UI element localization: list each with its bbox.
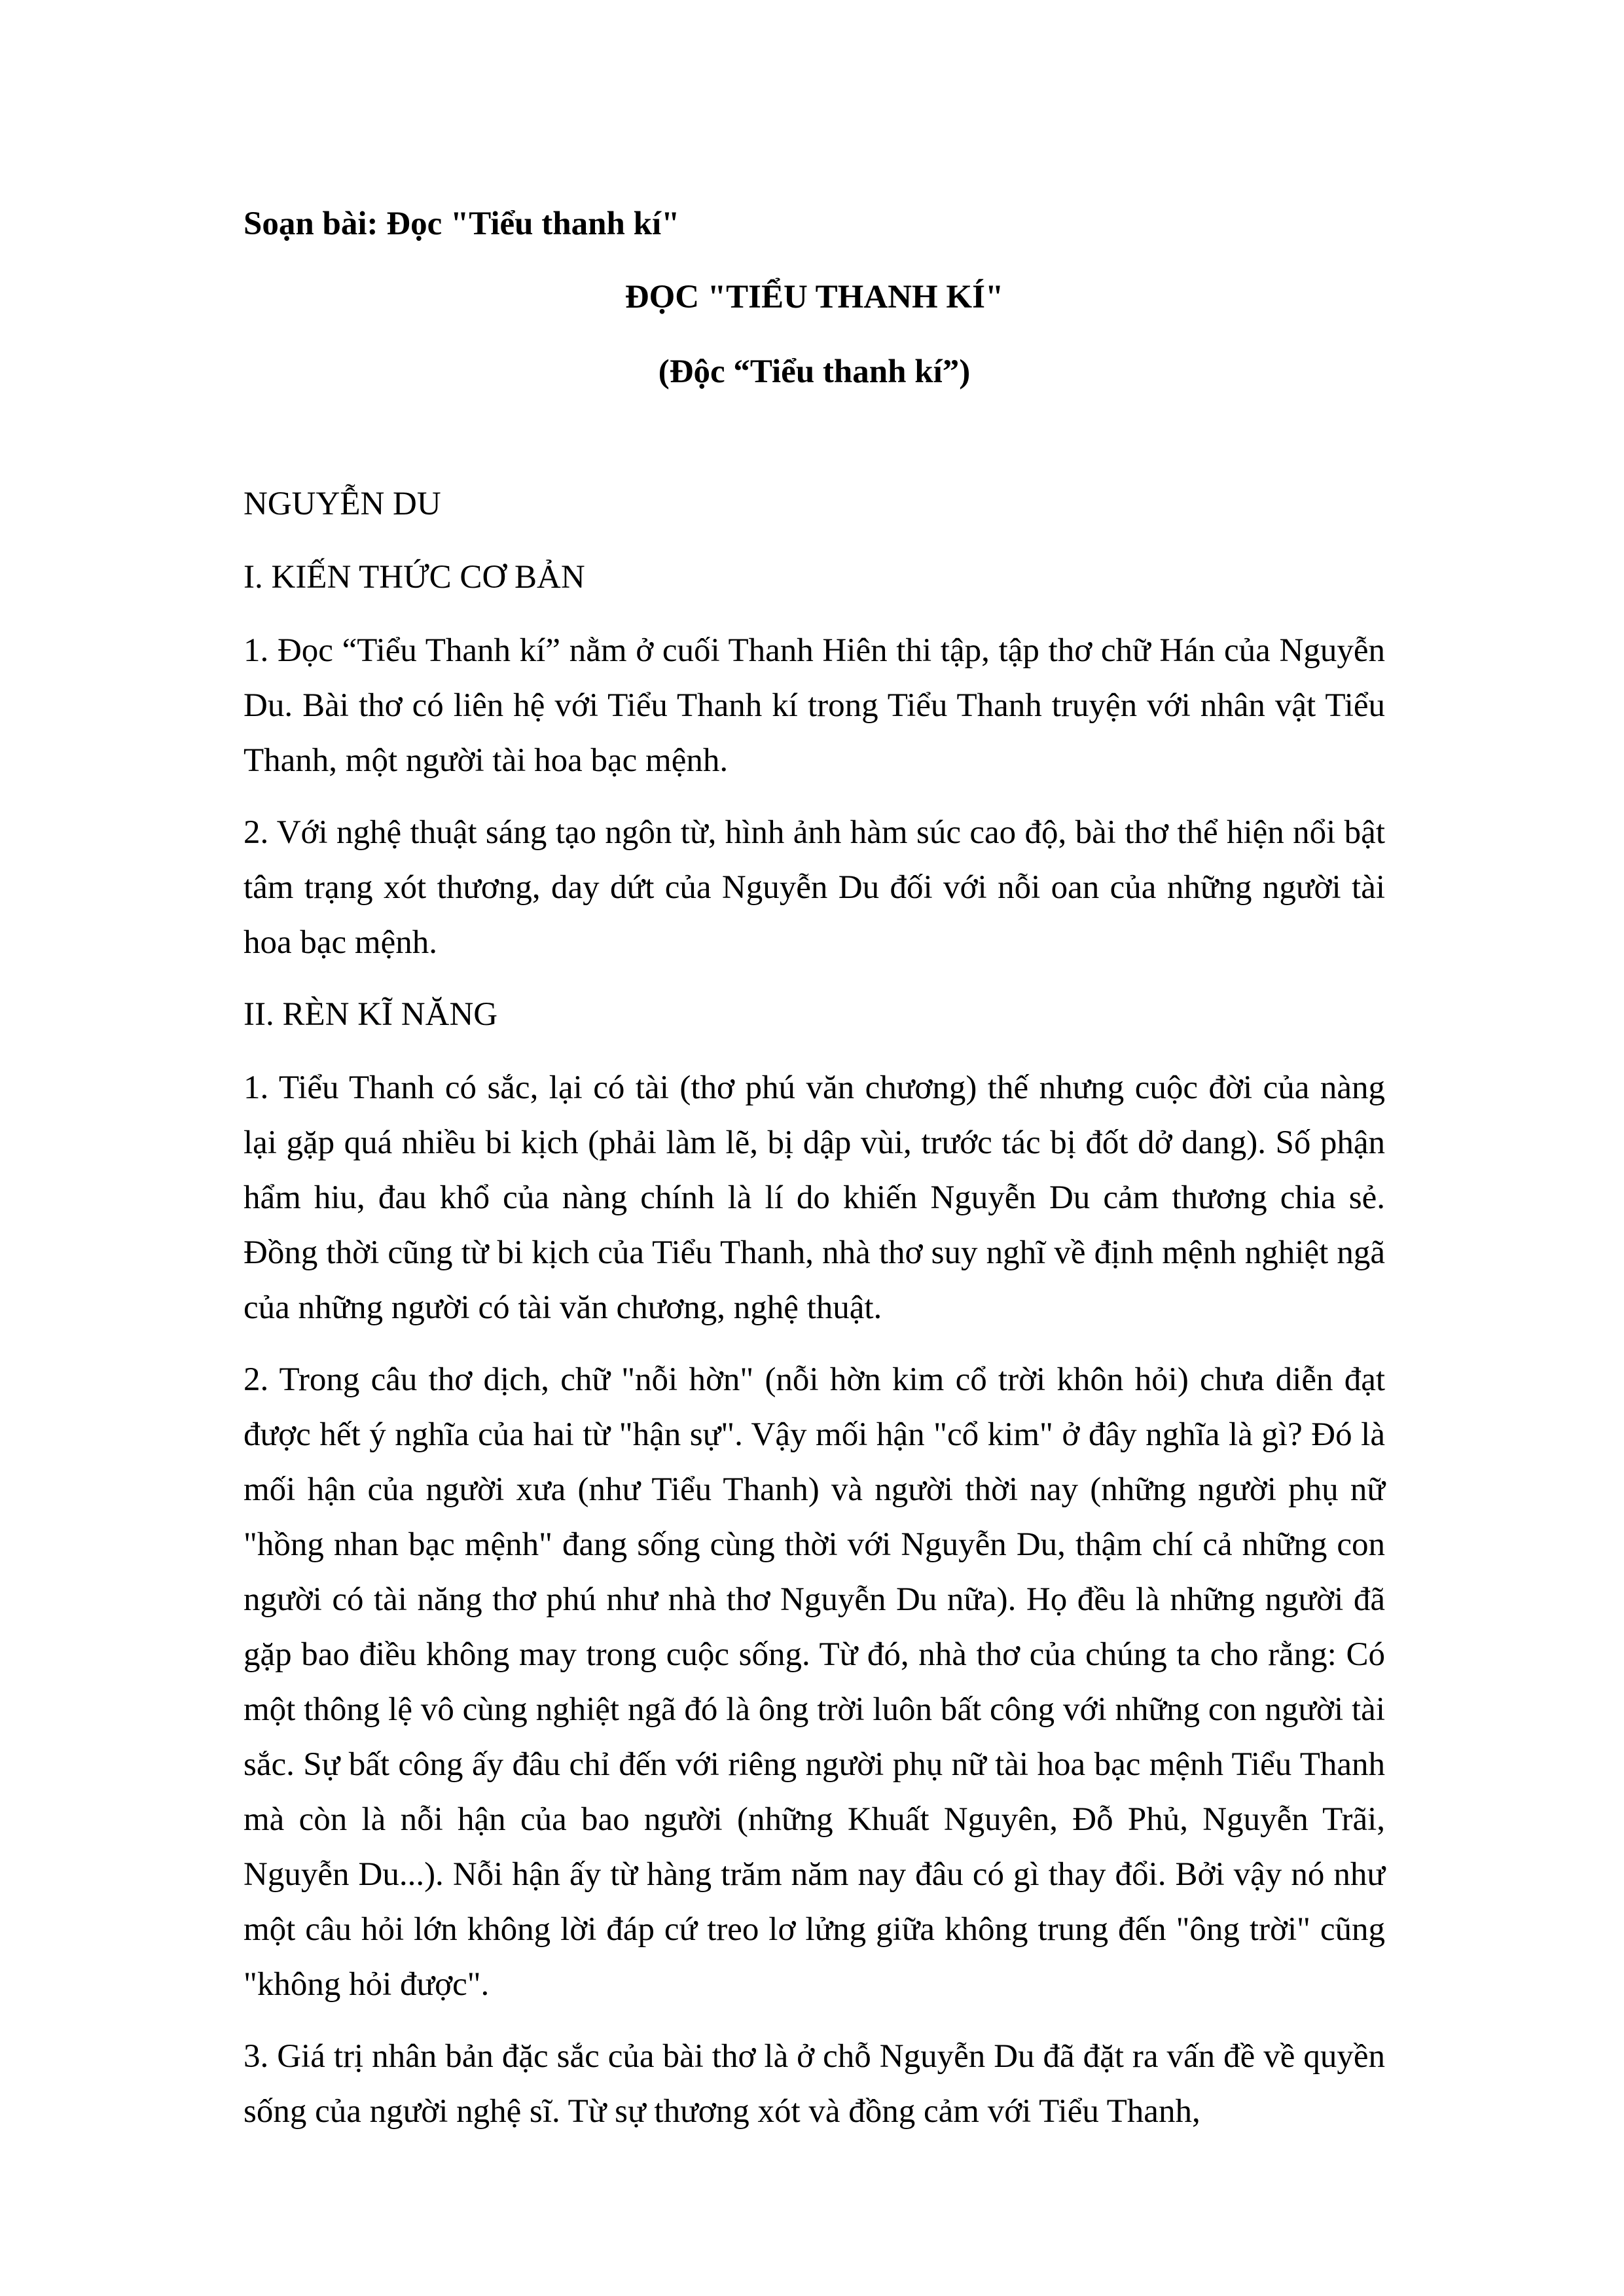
poem-title: ĐỌC "TIỂU THANH KÍ" — [624, 279, 1004, 315]
paragraph: 2. Với nghệ thuật sáng tạo ngôn từ, hình ảnh hàm súc cao độ, bài thơ thể hiện nổi bật tâm trạng xót thương, day dứt của Nguyễn Du đối với nỗi oan của những người tài hoa bạc mệnh. — [244, 814, 1385, 961]
paragraph: 1. Đọc “Tiểu Thanh kí” nằm ở cuối Thanh Hiên thi tập, tập thơ chữ Hán của Nguyễn Du. Bài thơ có liên hệ với Tiểu Thanh kí trong Tiểu Thanh truyện với nhân vật Tiểu Thanh, một người tài hoa bạc mệnh. — [244, 632, 1385, 779]
section-heading: II. RÈN KĨ NĂNG — [244, 996, 498, 1033]
lesson-label: Soạn bài: Đọc "Tiểu thanh kí" — [244, 206, 680, 242]
document-body — [244, 196, 1385, 2156]
section-heading: I. KIẾN THỨC CƠ BẢN — [244, 559, 585, 596]
paragraph: 2. Trong câu thơ dịch, chữ "nỗi hờn" (nỗi hờn kim cổ trời khôn hỏi) chưa diễn đạt được hết ý nghĩa của hai từ "hận sự". Vậy mối hận "cổ kim" ở đây nghĩa là gì? Đó là mối hận của người xưa (như Tiểu Thanh) và người thời nay (những người phụ nữ "hồng nhan bạc mệnh" đang sống cùng thời với Nguyễn Du, thậm chí cả những con người có tài năng thơ phú như nhà thơ Nguyễn Du nữa). Họ đều là những người đã gặp bao điều không may trong cuộc sống. Từ đó, nhà thơ của chúng ta cho rằng: Có một thông lệ vô cùng nghiệt ngã đó là ông trời luôn bất công với những con người tài sắc. Sự bất công ấy đâu chỉ đến với riêng người phụ nữ tài hoa bạc mệnh Tiểu Thanh mà còn là nỗi hận của bao người (những Khuất Nguyên, Đỗ Phủ, Nguyễn Trãi, Nguyễn Du...). Nỗi hận ấy từ hàng trăm năm nay đâu có gì thay đổi. Bởi vậy nó như một câu hỏi lớn không lời đáp cứ treo lơ lửng giữa không trung đến "ông trời" cũng "không hỏi được". — [244, 1361, 1385, 2003]
section-basic-knowledge — [244, 550, 1385, 970]
poem-original-title: (Độc “Tiểu thanh kí”) — [658, 353, 971, 390]
author-name: NGUYỄN DU — [244, 486, 441, 522]
paragraph: 3. Giá trị nhân bản đặc sắc của bài thơ là ở chỗ Nguyễn Du đã đặt ra vấn đề về quyền sống của người nghệ sĩ. Từ sự thương xót và đồng cảm với Tiểu Thanh, — [244, 2038, 1385, 2130]
paragraph: 1. Tiểu Thanh có sắc, lại có tài (thơ phú văn chương) thế nhưng cuộc đời của nàng lại gặp quá nhiều bi kịch (phải làm lẽ, bị dập vùi, trước tác bị đốt dở dang). Số phận hẩm hiu, đau khổ của nàng chính là lí do khiến Nguyễn Du cảm thương chia sẻ. Đồng thời cũng từ bi kịch của Tiểu Thanh, nhà thơ suy nghĩ về định mệnh nghiệt ngã của những người có tài văn chương, nghệ thuật. — [244, 1069, 1385, 1326]
section-skills — [244, 987, 1385, 2139]
